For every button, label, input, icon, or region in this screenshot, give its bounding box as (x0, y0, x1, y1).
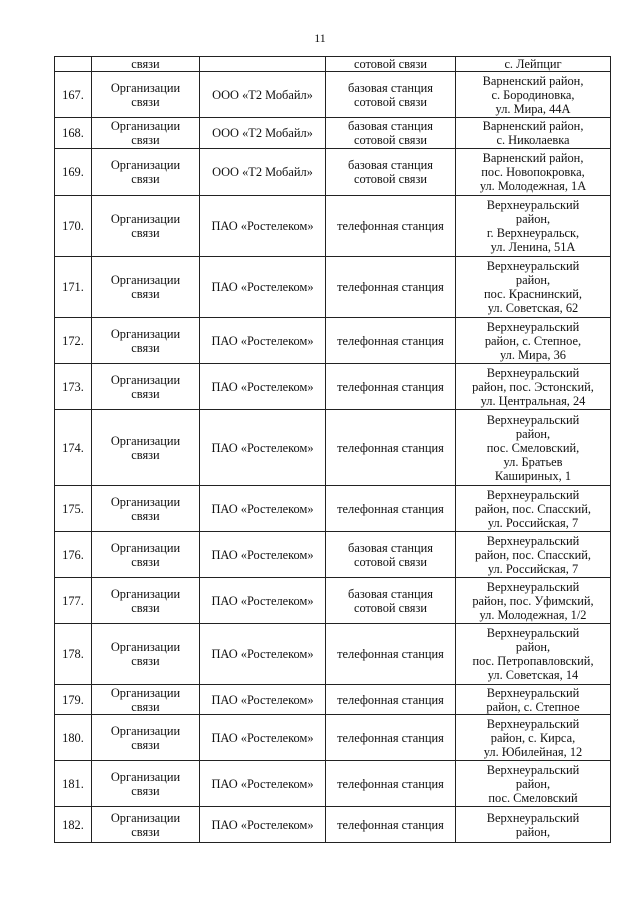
cell-organization: ПАО «Ростелеком» (200, 486, 326, 532)
cell-number: 174. (55, 410, 92, 486)
cell-address: Верхнеуральский район, пос. Петропавловский, ул. Советская, 14 (456, 624, 611, 685)
cell-object: телефонная станция (326, 761, 456, 807)
cell-category: Организации связи (92, 578, 200, 624)
cell-number: 173. (55, 364, 92, 410)
cell-number: 167. (55, 72, 92, 118)
cell-object: телефонная станция (326, 807, 456, 843)
cell-category: Организации связи (92, 149, 200, 196)
cell-category: связи (92, 57, 200, 72)
cell-address: Верхнеуральский район, г. Верхнеуральск, ул. Ленина, 51А (456, 196, 611, 257)
cell-object: телефонная станция (326, 318, 456, 364)
cell-category: Организации связи (92, 685, 200, 715)
cell-category: Организации связи (92, 364, 200, 410)
table-row (55, 257, 611, 318)
cell-object: базовая станция сотовой связи (326, 118, 456, 149)
cell-number: 181. (55, 761, 92, 807)
cell-number: 175. (55, 486, 92, 532)
cell-object: базовая станция сотовой связи (326, 532, 456, 578)
table-row (55, 532, 611, 578)
cell-organization: ПАО «Ростелеком» (200, 715, 326, 761)
cell-address: с. Лейпциг (456, 57, 611, 72)
cell-object: телефонная станция (326, 685, 456, 715)
cell-address: Верхнеуральский район, с. Степное, ул. Мира, 36 (456, 318, 611, 364)
cell-number: 169. (55, 149, 92, 196)
page-number: 11 (314, 31, 326, 45)
table-row (55, 72, 611, 118)
cell-address: Верхнеуральский район, пос. Эстонский, ул. Центральная, 24 (456, 364, 611, 410)
cell-number: 171. (55, 257, 92, 318)
cell-number: 182. (55, 807, 92, 843)
cell-organization: ПАО «Ростелеком» (200, 318, 326, 364)
table-row (55, 318, 611, 364)
cell-category: Организации связи (92, 318, 200, 364)
table-row (55, 486, 611, 532)
cell-category: Организации связи (92, 807, 200, 843)
table-row (55, 410, 611, 486)
cell-organization: ПАО «Ростелеком» (200, 364, 326, 410)
cell-number: 176. (55, 532, 92, 578)
cell-number: 170. (55, 196, 92, 257)
cell-organization: ПАО «Ростелеком» (200, 807, 326, 843)
cell-organization: ПАО «Ростелеком» (200, 685, 326, 715)
cell-address: Верхнеуральский район, с. Кирса, ул. Юбилейная, 12 (456, 715, 611, 761)
cell-category: Организации связи (92, 196, 200, 257)
cell-address: Верхнеуральский район, пос. Уфимский, ул. Молодежная, 1/2 (456, 578, 611, 624)
table-row (55, 364, 611, 410)
cell-address: Верхнеуральский район, пос. Смеловский, ул. Братьев Кашириных, 1 (456, 410, 611, 486)
table-row (55, 761, 611, 807)
table-row (55, 196, 611, 257)
cell-number: 179. (55, 685, 92, 715)
cell-object: телефонная станция (326, 364, 456, 410)
cell-organization: ПАО «Ростелеком» (200, 257, 326, 318)
cell-object: базовая станция сотовой связи (326, 72, 456, 118)
cell-address: Верхнеуральский район, пос. Спасский, ул. Российская, 7 (456, 486, 611, 532)
cell-address: Верхнеуральский район, (456, 807, 611, 843)
cell-category: Организации связи (92, 532, 200, 578)
cell-address: Варненский район, пос. Новопокровка, ул. Молодежная, 1А (456, 149, 611, 196)
cell-object: телефонная станция (326, 410, 456, 486)
cell-object: телефонная станция (326, 624, 456, 685)
cell-category: Организации связи (92, 118, 200, 149)
cell-organization (200, 57, 326, 72)
cell-category: Организации связи (92, 410, 200, 486)
table-row (55, 118, 611, 149)
cell-object: телефонная станция (326, 257, 456, 318)
table-row (55, 149, 611, 196)
table-row (55, 624, 611, 685)
cell-organization: ООО «Т2 Мобайл» (200, 118, 326, 149)
cell-number: 178. (55, 624, 92, 685)
cell-organization: ООО «Т2 Мобайл» (200, 149, 326, 196)
cell-number: 172. (55, 318, 92, 364)
registry-table-body (55, 57, 611, 843)
table-row (55, 578, 611, 624)
cell-category: Организации связи (92, 715, 200, 761)
cell-address: Верхнеуральский район, пос. Краснинский, ул. Советская, 62 (456, 257, 611, 318)
cell-object: телефонная станция (326, 486, 456, 532)
registry-table (54, 56, 611, 843)
cell-object: базовая станция сотовой связи (326, 149, 456, 196)
cell-organization: ПАО «Ростелеком» (200, 196, 326, 257)
cell-organization: ООО «Т2 Мобайл» (200, 72, 326, 118)
cell-category: Организации связи (92, 624, 200, 685)
cell-category: Организации связи (92, 486, 200, 532)
cell-address: Верхнеуральский район, пос. Смеловский (456, 761, 611, 807)
cell-object: телефонная станция (326, 715, 456, 761)
cell-organization: ПАО «Ростелеком» (200, 578, 326, 624)
continuation-row (55, 57, 611, 72)
cell-object: телефонная станция (326, 196, 456, 257)
cell-category: Организации связи (92, 761, 200, 807)
table-row (55, 807, 611, 843)
cell-category: Организации связи (92, 257, 200, 318)
cell-address: Варненский район, с. Николаевка (456, 118, 611, 149)
cell-address: Варненский район, с. Бородиновка, ул. Мира, 44А (456, 72, 611, 118)
cell-category: Организации связи (92, 72, 200, 118)
cell-address: Верхнеуральский район, пос. Спасский, ул. Российская, 7 (456, 532, 611, 578)
table-row (55, 685, 611, 715)
cell-number (55, 57, 92, 72)
cell-number: 177. (55, 578, 92, 624)
cell-organization: ПАО «Ростелеком» (200, 624, 326, 685)
cell-address: Верхнеуральский район, с. Степное (456, 685, 611, 715)
cell-number: 180. (55, 715, 92, 761)
cell-organization: ПАО «Ростелеком» (200, 532, 326, 578)
table-row (55, 715, 611, 761)
cell-number: 168. (55, 118, 92, 149)
cell-organization: ПАО «Ростелеком» (200, 761, 326, 807)
cell-object: сотовой связи (326, 57, 456, 72)
cell-object: базовая станция сотовой связи (326, 578, 456, 624)
cell-organization: ПАО «Ростелеком» (200, 410, 326, 486)
